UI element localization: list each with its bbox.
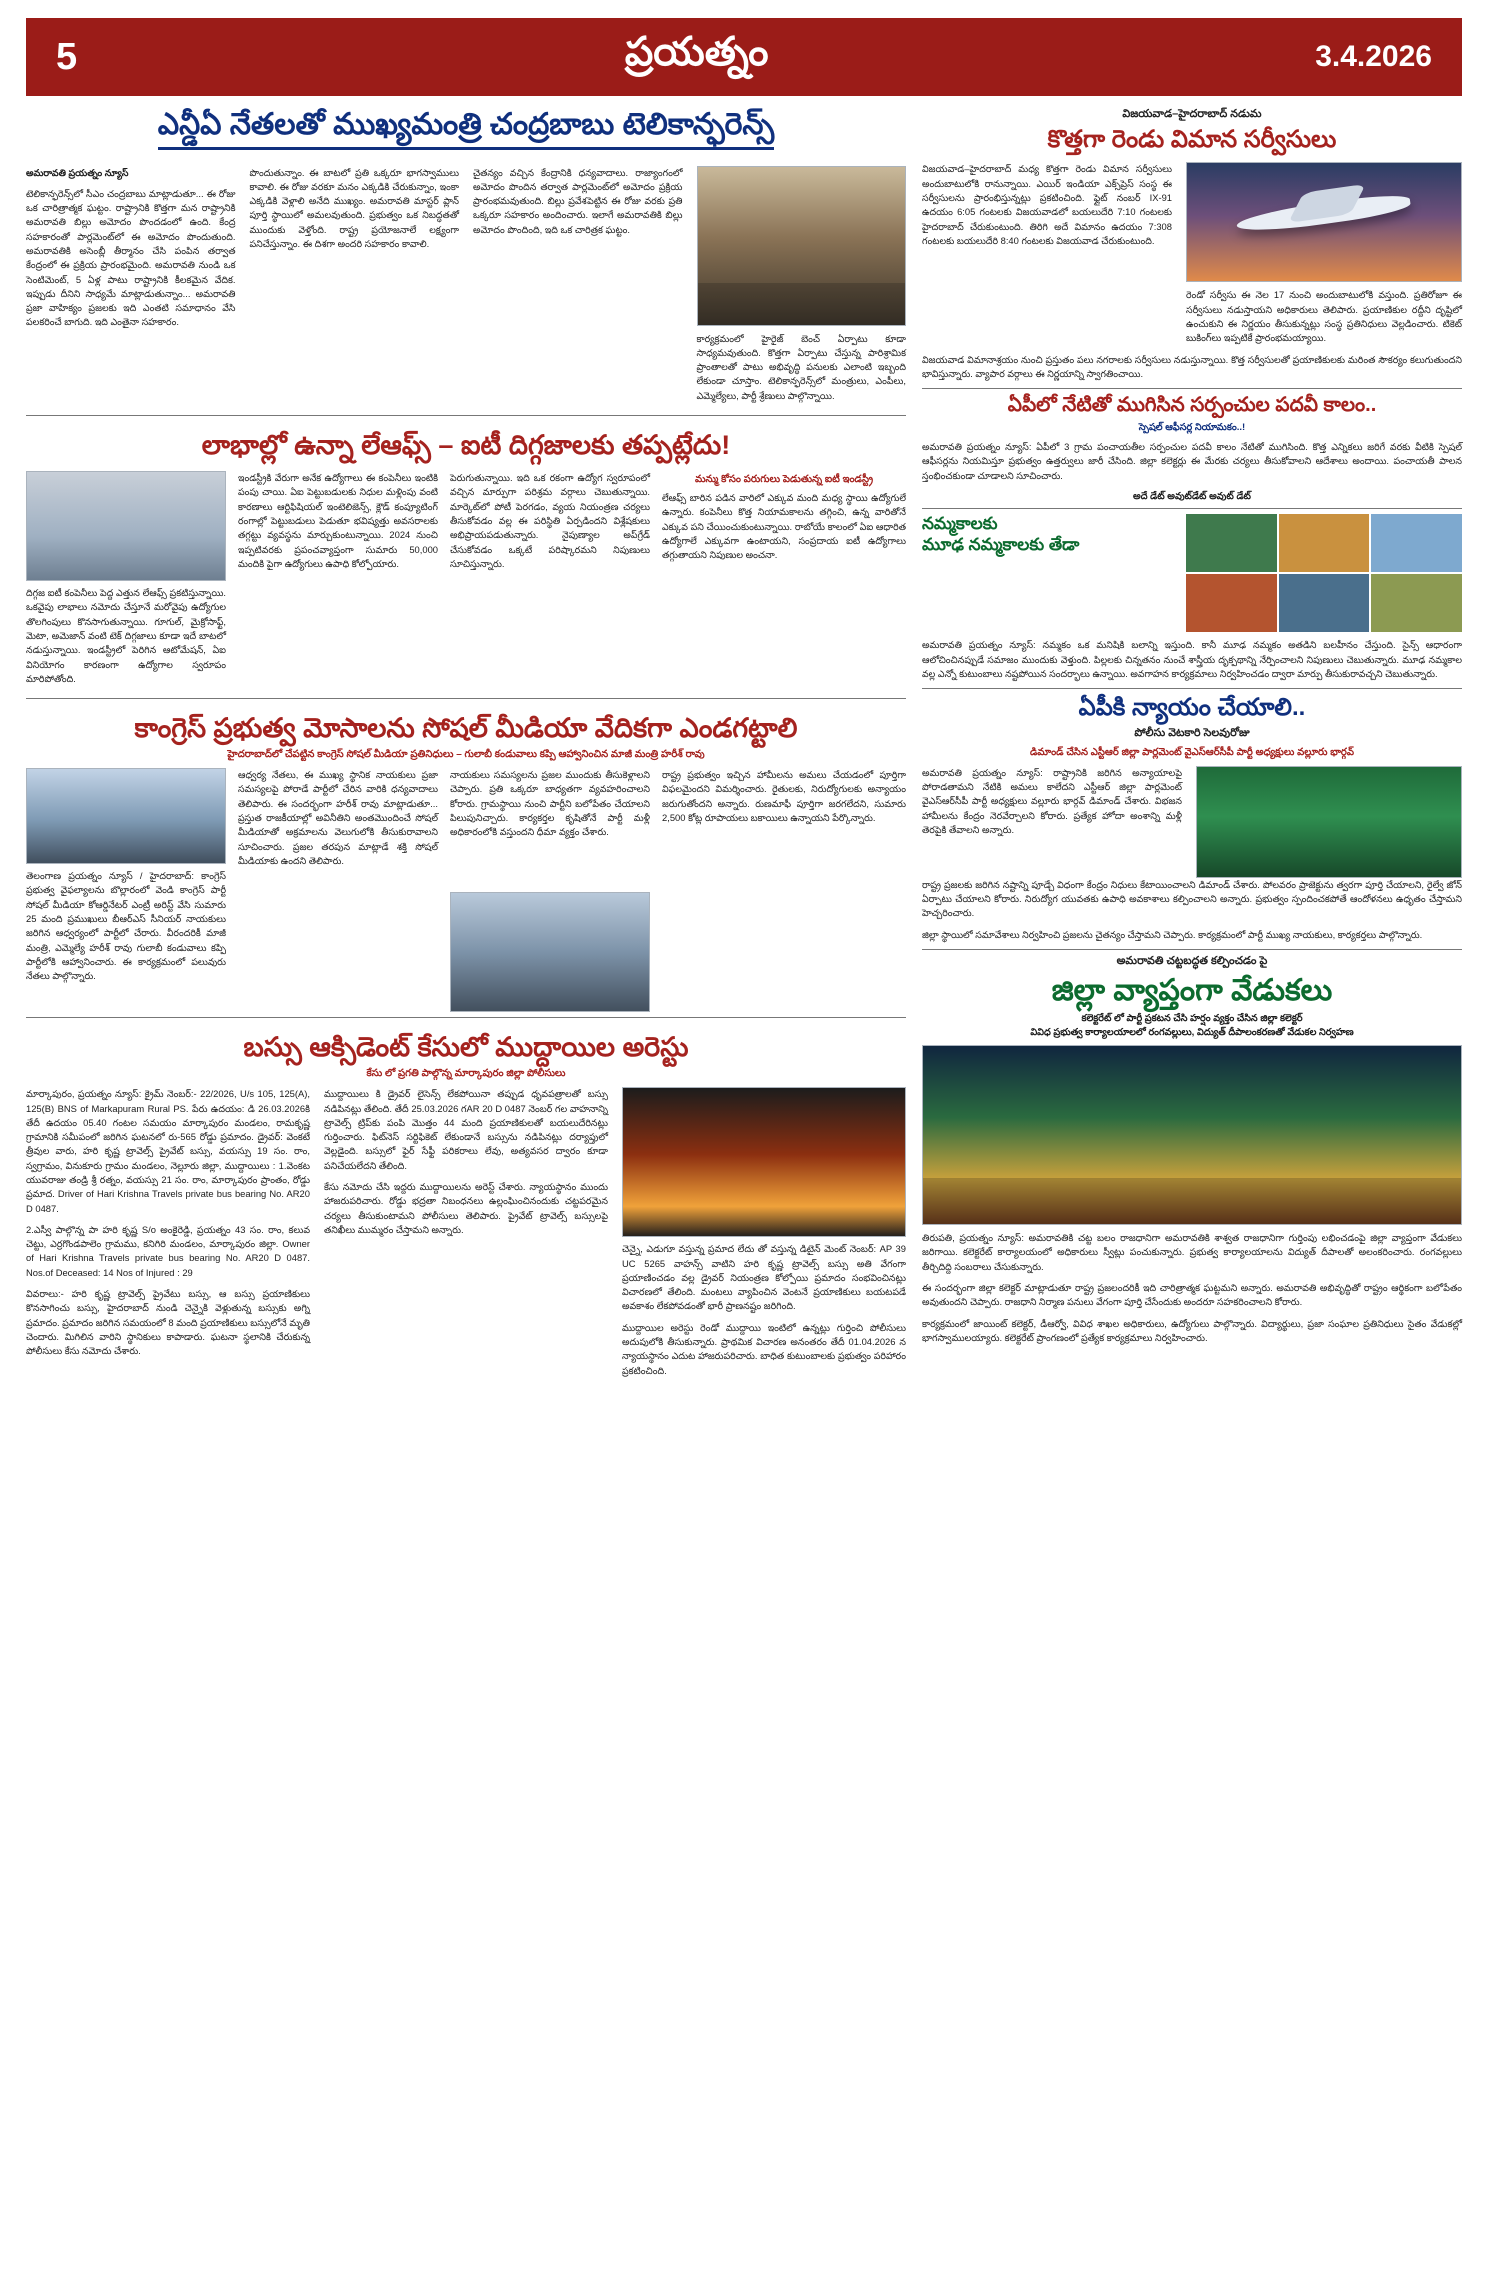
trust-body: అమరావతి ప్రయత్నం న్యూస్: నమ్మకం ఒక మనిషికి బలాన్ని ఇస్తుంది. కానీ మూఢ నమ్మకం అతడిని బలహీనం చేస్తుంది. సైన్స్ ఆధారంగా ఆలోచించినప్పుడే సమాజం ముందుకు వెళ్తుంది. పిల్లలకు చిన్నతనం నుంచే శాస్త్రీయ దృక్పథాన్ని నేర్పించాలని నిపుణులు చెబుతున్నారు. మూఢ నమ్మకాల వల్ల ఎన్నో కుటుంబాలు నష్టపోయిన సందర్భాలు ఉన్నాయి. అవగాహన కార్యక్రమాలు నిర్వహించడం ద్వారా మార్పు తీసుకురావచ్చని చెబుతున్నారు. — [922, 639, 1462, 680]
flights-body2: రెండో సర్వీసు ఈ నెల 17 నుంచి అందుబాటులోకి వస్తుంది. ప్రతిరోజూ ఈ సర్వీసులు నడుస్తాయని అధికారులు తెలిపారు. ప్రయాణికుల రద్దీని దృష్టిలో ఉంచుకుని ఈ నిర్ణయం తీసుకున్నట్లు సంస్థ ప్రతినిధులు వెల్లడించారు. టికెట్ బుకింగ్‌లు ఇప్పటికే ప్రారంభమయ్యాయి. — [1186, 289, 1462, 344]
congress-col3: నాయకులు సమస్యలను ప్రజల ముందుకు తీసుకెళ్లాలని చెప్పారు. ప్రతి ఒక్కరూ బాధ్యతగా వ్యవహరించాలని కోరారు. గ్రామస్థాయి నుంచి పార్టీని బలోపేతం చేయాలని పిలుపునిచ్చారు. కార్యకర్తల కృషితోనే పార్టీ మళ్లీ అధికారంలోకి వస్తుందని ధీమా వ్యక్తం చేశారు. — [450, 769, 650, 838]
bus-accident-article — [26, 1032, 906, 1385]
justice-photo — [1196, 766, 1462, 878]
right-column-area — [922, 108, 1462, 1385]
lead-col3: చైతన్యం వచ్చిన కేంద్రానికి ధన్యవాదాలు. రాజ్యాంగంలో అమోదం పొందిన తర్వాత పార్లమెంట్‌లో అమోదం ప్రక్రియ ప్రారంభమవుతుంది. బిల్లు ప్రవేశపెట్టిన ఈ రోజు వరకు ప్రతి ఒక్కరూ సహకారం అందించారు. ఇలాగే అమరావతికి బిల్లు అమోదం పొందింది, ఇది ఒక చారిత్రక ఘట్టం. — [473, 166, 683, 235]
lead-col1: టెలికాన్ఫరెన్స్‌లో సీఎం చంద్రబాబు మాట్లాడుతూ... ఈ రోజు ఒక చారిత్రాత్మక ఘట్టం. రాష్ట్రానికి కొత్తగా మన రాష్ట్రానికి అమరావతి బిల్లు అమోదం పొందడంలో ఉంది. కేంద్ర సహకారంతో పార్లమెంట్‌లో ఈ అమోదం పొందుతుంది. అమరావతికి అసెంబ్లీ తీర్మానం చేసి పంపిన తర్వాత కేంద్రంలో ఈ ప్రక్రియ ప్రారంభమైంది. అమరావతి నుండి ఒక సెంటిమెంట్, 5 ఏళ్ల పాటు రాష్ట్రానికి కీలకమైన వేదిక. ఇప్పుడు దీనిని సాధ్యమే మాట్లాడుతున్నాం... అమరావతి ప్రజా వాహిక్యం ప్రజలకు ఇది ఎంతటి సమాధానం వేసి పలకరించే బాగుది. ఇది ఎంతైనా సహకారం. — [26, 187, 236, 328]
justice-body3: జిల్లా స్థాయిలో సమావేశాలు నిర్వహించి ప్రజలను చైతన్యం చేస్తామని చెప్పారు. కార్యక్రమంలో పార్టీ ముఖ్య నాయకులు, కార్యకర్తలు పాల్గొన్నారు. — [922, 928, 1423, 940]
it-layoffs-article — [26, 430, 906, 693]
justice-headline: ఏపీకి న్యాయం చేయాలి.. — [1078, 694, 1306, 722]
trust-photo-collage — [1186, 514, 1462, 632]
flight-photo — [1186, 162, 1462, 282]
district-subhead: కలెక్టరేట్ లో పార్టీ ప్రకటన చేసి హర్షం వ్యక్తం చేసిన జిల్లా కలెక్టర్ — [1081, 1013, 1303, 1025]
justice-subhead: డిమాండ్ చేసిన ఎస్టీఆర్ జిల్లా పార్లమెంట్ వైఎస్ఆర్‌సీపీ పార్టీ అధ్యక్షులు వల్లూరు భార్గవ్ — [1030, 746, 1354, 758]
district-photo — [922, 1045, 1462, 1225]
district-body1: తిరుపతి, ప్రయత్నం న్యూస్: అమరావతికి చట్ట బలం రాజధానిగా అమరావతికి శాశ్వత రాజధానిగా గుర్తింపు లభించడంపై జిల్లా వ్యాప్తంగా వేడుకలు జరిగాయి. కలెక్టరేట్ కార్యాలయంలో అధికారులు స్వీట్లు పంచుకున్నారు. ప్రభుత్వ కార్యాలయాలను విద్యుత్ దీపాలతో అలంకరించారు. రంగవల్లులు తీర్చిదిద్ది సంబరాలు చేసుకున్నారు. — [922, 1232, 1462, 1272]
page-number: 5 — [56, 35, 79, 78]
officers-tagline: అదే డేట్ అవుట్‌డేట్ అవుట్ డేట్ — [1133, 491, 1251, 502]
collage-cell — [1279, 574, 1370, 632]
collage-cell — [1279, 514, 1370, 572]
bus-col1c: వివరాలు:- హరి కృష్ణ ట్రావెల్స్ ప్రైవేటు బస్సు, ఆ బస్సు ప్రయాణికులు కొనసాగించు బస్సు, హైదరాబాద్ నుండి చెన్నైకి వెళ్లుతున్న బస్సుకు అగ్ని ప్రమాదం. ప్రమాదం జరిగిన సమయంలో 8 మంది ప్రయాణికులు బస్సులోనే మృతి చెందారు. మిగిలిన వారిని స్థానికులు కాపాడారు. ఘటనా స్థలానికి చేరుకున్న పోలీసులు కేసు నమోదు చేశారు. — [26, 1288, 310, 1357]
congress-col4: రాష్ట్ర ప్రభుత్వం ఇచ్చిన హామీలను అమలు చేయడంలో పూర్తిగా విఫలమైందని విమర్శించారు. రైతులకు, నిరుద్యోగులకు అన్యాయం జరుగుతోందని అన్నారు. రుణమాఫీ పూర్తిగా జరగలేదని, సుమారు 2,500 కోట్ల రూపాయలు బకాయిలు ఉన్నాయని పేర్కొన్నారు. — [662, 769, 906, 824]
publication-date: 3.4.2026 — [1315, 40, 1432, 73]
bus-col3b: ముద్దాయిల అరెస్టు రెండో ముద్దాయి ఇంటిలో ఉన్నట్లు గుర్తించి పోలీసులు అదుపులోకి తీసుకున్నారు. ప్రాథమిక విచారణ అనంతరం తేదీ 01.04.2026 న న్యాయస్థానం ఎదుట హాజరుపరిచారు. బాధిత కుటుంబాలకు ప్రభుత్వం పరిహారం ప్రకటించింది. — [622, 1321, 906, 1376]
left-column-area — [26, 108, 906, 1385]
congress-article — [26, 713, 906, 1012]
it-subhead: మన్ము కోసం పరుగులు పెడుతున్న ఐటీ ఇండస్ట్రీ — [694, 474, 874, 486]
lead-col4: కార్యక్రమంలో హైరైజ్ బెంచ్ ఏర్పాటు కూడా సాధ్యమవుతుంది. కొత్తగా ఏర్పాటు చేస్తున్న పారిశ్రామిక ప్రాంతాలతో పాటు అభివృద్ధి పనులకు ఎలాంటి ఇబ్బంది లేకుండా చూస్తాం. టెలికాన్ఫరెన్స్‌లో మంత్రులు, ఎంపీలు, ఎమ్మెల్యేలు, పార్టీ శ్రేణులు పాల్గొన్నాయి. — [696, 332, 906, 401]
bus-col3: చెన్నై, ఎడుగూ వస్తున్న ప్రమాద లేదు తో వస్తున్న డిటైన్ మెంట్ నెంబర్: AP 39 UC 5265 వాహన్స్ వాటిని హరి కృష్ణ ట్రావెల్స్ బస్సు అతి వేగంగా ప్రయాణించడం వల్ల డ్రైవర్ నియంత్రణ కోల్పోయి ప్రమాదం సంభవించినట్లు విచారణలో తేలింది. మంటలు వ్యాపించిన వెంటనే ప్రయాణికులు బయటపడే అవకాశం లేకపోవడంతో భారీ ప్రాణనష్టం జరిగింది. — [622, 1243, 906, 1312]
it-col2: ఇండస్ట్రీకి వేరుగా అనేక ఉద్యోగాలు ఈ కంపెనీలు ఇంటికి పంపు చాయి. ఏఐ పెట్టుబడులకు నిధుల మళ్లింపు వంటి కారణాలు ఆర్టిఫిషియల్ ఇంటెలిజెన్స్, క్లౌడ్ కంప్యూటింగ్ రంగాల్లో పెట్టుబడులు పెడుతూ భవిష్యత్తు అవసరాలకు తగ్గట్టు వ్యవస్థను మార్చుకుంటున్నాయి. 2024 నుంచి ఇప్పటివరకు ప్రపంచవ్యాప్తంగా సుమారు 50,000 మందికి పైగా ఉద్యోగులు ఉపాధి కోల్పోయారు. — [238, 472, 438, 569]
justice-article — [922, 694, 1462, 942]
officers-headline: ఏపీలో నేటితో ముగిసిన సర్పంచుల పదవీ కాలం.. — [1007, 394, 1377, 417]
lead-photo — [697, 166, 907, 326]
collage-cell — [1186, 514, 1277, 572]
trust-article — [922, 514, 1462, 681]
lead-col2: పొందుతున్నాం. ఈ బాటలో ప్రతి ఒక్కరూ భాగస్వాములు కావాలి. ఈ రోజు వరకూ మనం ఎక్కడికి చేరుకున్నాం, ఇంకా ఎక్కడికి వెళ్లాలి అనేది ముఖ్యం. అమరావతి మాస్టర్ ప్లాన్ పూర్తి స్థాయిలో అమలవుతుంది. ప్రభుత్వం ఒక నిబద్ధతతో ముందుకు వెళ్తోంది. రాష్ట్ర ప్రయోజనాలే లక్ష్యంగా పనిచేస్తున్నాం. ఈ దిశగా అందరి సహకారం కావాలి. — [249, 166, 459, 249]
top-section — [26, 108, 1462, 1385]
district-kicker: అమరావతి చట్టబద్ధత కల్పించడం పై — [1116, 954, 1268, 967]
lead-dateline: అమరావతి ప్రయత్నం న్యూస్ — [26, 166, 129, 178]
justice-body2: రాష్ట్ర ప్రజలకు జరిగిన నష్టాన్ని పూడ్చే విధంగా కేంద్రం నిధులు కేటాయించాలని డిమాండ్ చేశారు. పోలవరం ప్రాజెక్టును త్వరగా పూర్తి చేయాలని, రైల్వే జోన్ ఏర్పాటు చేయాలని కోరారు. నిరుద్యోగ యువతకు ఉపాధి అవకాశాలు కల్పించాలని అన్నారు. ప్రభుత్వం స్పందించకపోతే ఆందోళనలు ఉధృతం చేస్తామని హెచ్చరించారు. — [922, 878, 1462, 919]
justice-kicker: పోలీసు వెటకారి సెలవురోజు — [1134, 726, 1250, 739]
trust-headline-1: నమ్మకాలకు — [922, 514, 998, 534]
district-body3: కార్యక్రమంలో జాయింట్ కలెక్టర్, డీఆర్వో, వివిధ శాఖల అధికారులు, ఉద్యోగులు పాల్గొన్నారు. విద్యార్థులు, ప్రజా సంఘాల ప్రతినిధులు సైతం వేడుకల్లో భాగస్వాములయ్యారు. కలెక్టరేట్ ప్రాంగణంలో ప్రత్యేక కార్యక్రమాలు నిర్వహించారు. — [922, 1317, 1462, 1343]
congress-headline: కాంగ్రెస్ ప్రభుత్వ మోసాలను సోషల్ మీడియా వేదికగా ఎండగట్టాలి — [134, 713, 798, 744]
district-body2: ఈ సందర్భంగా జిల్లా కలెక్టర్ మాట్లాడుతూ రాష్ట్ర ప్రజలందరికీ ఇది చారిత్రాత్మక ఘట్టమని అన్నారు. అమరావతి అభివృద్ధితో రాష్ట్రం ఆర్థికంగా బలోపేతం అవుతుందని చెప్పారు. రాజధాని నిర్మాణ పనులు వేగంగా పూర్తి చేసేందుకు అందరూ సహకరించాలని కోరారు. — [922, 1281, 1462, 1308]
congress-col1: తెలంగాణ ప్రయత్నం న్యూస్ / హైదరాబాద్: కాంగ్రెస్ ప్రభుత్వ వైఫల్యాలను బొల్లారంలో వెండి కాంగ్రెస్ పార్టీ సోషల్ మీడియా కోఆర్డినేటర్ ఎంట్రీ అరిస్ట్ వేసి సుమారు 25 మంది ప్రముఖులు బీఆర్ఎస్ సీనియర్ నాయకులు జరిగిన ఆధ్వర్యంలో పార్టీలో చేరారు. వీరందరికీ మాజీ మంత్రి, ఎమ్మెల్యే హరీశ్ రావు గులాబీ కండువాలు కప్పి పార్టీలోకి ఆహ్వానించారు. ఈ కార్యక్రమంలో పలువురు నేతలు పాల్గొన్నారు. — [26, 870, 226, 982]
officers-subhead: స్పెషల్ ఆఫీసర్ల నియామకం..! — [1138, 421, 1246, 433]
lead-headline: ఎన్డీఏ నేతలతో ముఖ్యమంత్రి చంద్రబాబు టెలికాన్ఫరెన్స్ — [26, 108, 906, 156]
lead-body — [26, 166, 906, 410]
masthead — [26, 18, 1462, 96]
it-col1: దిగ్గజ ఐటీ కంపెనీలు పెద్ద ఎత్తున లేఆఫ్స్ ప్రకటిస్తున్నాయి. ఒకవైపు లాభాలు నమోదు చేస్తూనే మరోవైపు ఉద్యోగుల తొలగింపులు కొనసాగుతున్నాయి. గూగుల్, మైక్రోసాఫ్ట్, మెటా, అమెజాన్ వంటి టెక్ దిగ్గజాలు కూడా ఇదే బాటలో నడుస్తున్నాయి. ఇండస్ట్రీలో పెరిగిన ఆటోమేషన్, ఏఐ వినియోగం కారణంగా ఉద్యోగాల స్వరూపం మారిపోతోంది. — [26, 587, 226, 684]
flights-body1: విజయవాడ–హైదరాబాద్ మధ్య కొత్తగా రెండు విమాన సర్వీసులు అందుబాటులోకి రానున్నాయి. ఎయిర్ ఇండియా ఎక్స్‌ప్రెస్ సంస్థ ఈ సర్వీసులను ప్రారంభిస్తున్నట్లు ప్రకటించింది. ఫ్లైట్ నంబర్ IX-91 ఉదయం 6:05 గంటలకు విజయవాడలో బయలుదేరి 7:10 గంటలకు హైదరాబాద్ చేరుకుంటుంది. తిరిగి అదే విమానం ఉదయం 7:308 గంటలకు బయలుదేరి 8:40 గంటలకు విజయవాడ చేరుకుంటుంది. — [922, 163, 1172, 246]
bus-col2: ముద్దాయిలు కి డ్రైవర్ లైసెన్స్ లేకపోయినా తప్పుడ ధృవపత్రాలతో బస్సు నడిపినట్లు తేలింది. తేదీ 25.03.2026 గAR 20 D 0487 నెంబర్ గల వాహనాన్ని ట్రావెల్స్ ట్రిప్‌కు పంపి మొత్తం 44 మంది ప్రయాణికులతో బయలుదేరినట్లు గుర్తించారు. ఫిట్‌నెస్ సర్టిఫికెట్ లేకుండానే బస్సును నడిపినట్లు దర్యాప్తులో వెల్లడైంది. బస్సులో ఫైర్ సేఫ్టీ పరికరాలు లేవు, అత్యవసర ద్వారం కూడా పనిచేయలేదని తేలింది. — [324, 1088, 608, 1171]
trust-headline-2: మూఢ నమ్మకాలకు తేడా — [922, 534, 1080, 554]
congress-subhead: హైదరాబాద్‌లో చేపట్టిన కాంగ్రెస్ సోషల్ మీడియా ప్రతినిధులు – గులాబీ కండువాలు కప్పి ఆహ్వానించిన మాజీ మంత్రి హరీశ్ రావు — [227, 749, 705, 761]
publication-title: ప్రయత్నం — [624, 29, 769, 74]
flights-headline: కొత్తగా రెండు విమాన సర్వీసులు — [1047, 126, 1337, 153]
bus-col2b: కేసు నమోదు చేసి ఇద్దరు ముద్దాయిలను అరెస్ట్ చేశారు. న్యాయస్థానం ముందు హాజరుపరిచారు. రోడ్డు భద్రతా నిబంధనలు ఉల్లంఘించినందుకు చట్టపరమైన చర్యలు తీసుకుంటామని పోలీసులు తెలిపారు. ప్రైవేట్ ట్రావెల్స్ బస్సులపై తనిఖీలు ముమ్మరం చేస్తామని అన్నారు. — [324, 1180, 608, 1235]
bus-headline: బస్సు ఆక్సిడెంట్ కేసులో ముద్దాయిల అరెస్టు — [243, 1032, 689, 1063]
bus-fire-photo — [622, 1087, 906, 1237]
bus-col1b: 2.ఎస్వీ పాల్గొన్న పా హరి కృష్ణ S/o అంకైరెడ్డి, ప్రయత్నం 43 సం. రాం, కలువ చెట్టు, ఎర్రగొండపాలెం గ్రామము, కనిగిరి మండలం, మార్కాపురం జిల్లా. Owner of Hari Krishna Travels private bus bearing No. AR20 D 0487. Nos.of Deceased: 14 Nos of Injured : 29 — [26, 1223, 310, 1278]
it-photo — [26, 471, 226, 581]
flights-body3: విజయవాడ విమానాశ్రయం నుంచి ప్రస్తుతం పలు నగరాలకు సర్వీసులు నడుస్తున్నాయి. కొత్త సర్వీసులతో ప్రయాణికులకు మరింత సౌకర్యం కలుగుతుందని భావిస్తున్నారు. వ్యాపార వర్గాలు ఈ నిర్ణయాన్ని స్వాగతించాయి. — [922, 353, 1462, 379]
district-celebration-article — [922, 955, 1462, 1345]
district-subhead-2: వివిధ ప్రభుత్వ కార్యాలయాలలో రంగవల్లులు, విద్యుత్ దీపాలంకరణతో వేడుకల నిర్వహణ — [1030, 1026, 1354, 1038]
it-col3: పెరుగుతున్నాయి. ఇది ఒక రకంగా ఉద్యోగ స్వరూపంలో వచ్చిన మార్పుగా పరిశ్రమ వర్గాలు చెబుతున్నాయి. మార్కెట్‌లో పోటీ పెరగడం, వ్యయ నియంత్రణ చర్యలు తీసుకోవడం వల్ల ఈ పరిస్థితి ఏర్పడిందని విశ్లేషకులు అభిప్రాయపడుతున్నారు. నైపుణ్యాల అప్‌గ్రేడ్ చేసుకోవడం ఒక్కటే పరిష్కారమని నిపుణులు సూచిస్తున్నారు. — [450, 472, 650, 569]
congress-col2: ఆధ్వర్య నేతలు, ఈ ముఖ్య స్థానిక నాయకులు ప్రజా సమస్యలపై పోరాడే పార్టీలో చేరిన వారికి ధన్యవాదాలు తెలిపారు. ఈ సందర్భంగా హరీశ్ రావు మాట్లాడుతూ... ప్రస్తుత రాజకీయాల్లో అవినీతిని అంతమొందించే సోషల్ మీడియాతో అక్రమాలను వెలుగులోకి తీసుకురావాలని సూచించారు. ప్రజల తరపున మాట్లాడే శక్తి సోషల్ మీడియాకు ఉందని తెలిపారు. — [238, 769, 438, 866]
congress-photo-2 — [450, 892, 650, 1012]
collage-cell — [1371, 514, 1462, 572]
collage-cell — [1371, 574, 1462, 632]
justice-body1: అమరావతి ప్రయత్నం న్యూస్: రాష్ట్రానికి జరిగిన అన్యాయాలపై పోరాడతామని నేటికి అమలు కాలేదని ఎస్టీఆర్ జిల్లా పార్లమెంట్ వైఎస్ఆర్‌సీపీ పార్టీ అధ్యక్షులు వల్లూరు భార్గవ్ డిమాండ్ చేశారు. విభజన హామీలను కేంద్రం నెరవేర్చాలని కోరారు. ప్రత్యేక హోదా అంశాన్ని మళ్లీ తెరపైకి తేవాలని అన్నారు. — [922, 766, 1182, 835]
flights-kicker: విజయవాడ–హైదరాబాద్ నడుమ — [1122, 108, 1262, 120]
it-col4: లేఆఫ్స్ బారిన పడిన వారిలో ఎక్కువ మంది మధ్య స్థాయి ఉద్యోగులే ఉన్నారు. కంపెనీలు కొత్త నియామకాలను తగ్గించి, ఉన్న వారితోనే ఎక్కువ పని చేయించుకుంటున్నాయి. రాబోయే కాలంలో ఏఐ ఆధారిత ఉద్యోగాలే ఎక్కువగా ఉంటాయని, సంప్రదాయ ఐటీ ఉద్యోగాలు తగ్గుతాయని నిపుణుల అంచనా. — [662, 492, 906, 561]
collage-cell — [1186, 574, 1277, 632]
it-headline: లాభాల్లో ఉన్నా లేఆఫ్స్ – ఐటీ దిగ్గజాలకు తప్పట్లేదు! — [201, 429, 731, 460]
flights-article — [922, 108, 1462, 381]
district-headline: జిల్లా వ్యాప్తంగా వేడుకలు — [1051, 973, 1333, 1007]
officers-body: అమరావతి ప్రయత్నం న్యూస్: ఏపీలో 3 గ్రామ పంచాయతీల సర్పంచుల పదవీ కాలం నేటితో ముగిసింది. కొత్త ఎన్నికలు జరిగే వరకు వీటికి స్పెషల్ ఆఫీసర్లను నియమిస్తూ ప్రభుత్వం ఉత్తర్వులు జారీ చేసింది. జిల్లా కలెక్టర్లు ఈ మేరకు చర్యలు తీసుకోవాలని ఆదేశాలు అందాయి. పంచాయతీ పాలన స్తంభించకుండా చూడాలని సూచించారు. — [922, 441, 1462, 481]
congress-photo-1 — [26, 768, 226, 864]
bus-subhead: కేసు లో ప్రగతి పాల్గొన్న మార్కాపురం జిల్లా పోలీసులు — [366, 1068, 566, 1080]
officers-article — [922, 394, 1462, 503]
bus-col1: మార్కాపురం, ప్రయత్నం న్యూస్: క్రైమ్ నెంబర్:- 22/2026, U/s 105, 125(A), 125(B) BNS of Markapuram Rural PS. పేరు ఉదయం: డి 26.03.2026కి తేదీ ఉదయం 05.40 గంటల సమయం మార్కాపురం మండలం, రామకృష్ణ గ్రామానికి సమీపంలో జరిగిన ఘటనలో రు-565 రోడ్డు ప్రమాదం. డ్రైవర్: వెంకటే త్రీవుల వారు, హరి కృష్ణ ట్రావెల్స్ ప్రైవేట్ బస్సు, వయస్సు 19 సం. రాం, స్వగ్రామం, వినుకూరు గ్రామం మండలం, నెల్లూరు జిల్లా, ముద్దాయిలు : 1.వెంకట యువరాజు తండ్రి శ్రీ రత్నం, వయస్సు 21 సం. రాం, మార్కాపురం ప్రాంతం, రోడ్డు ప్రమాద. Driver of Hari Krishna Travels private bus bearing No. AR20 D 0487. — [26, 1088, 310, 1214]
